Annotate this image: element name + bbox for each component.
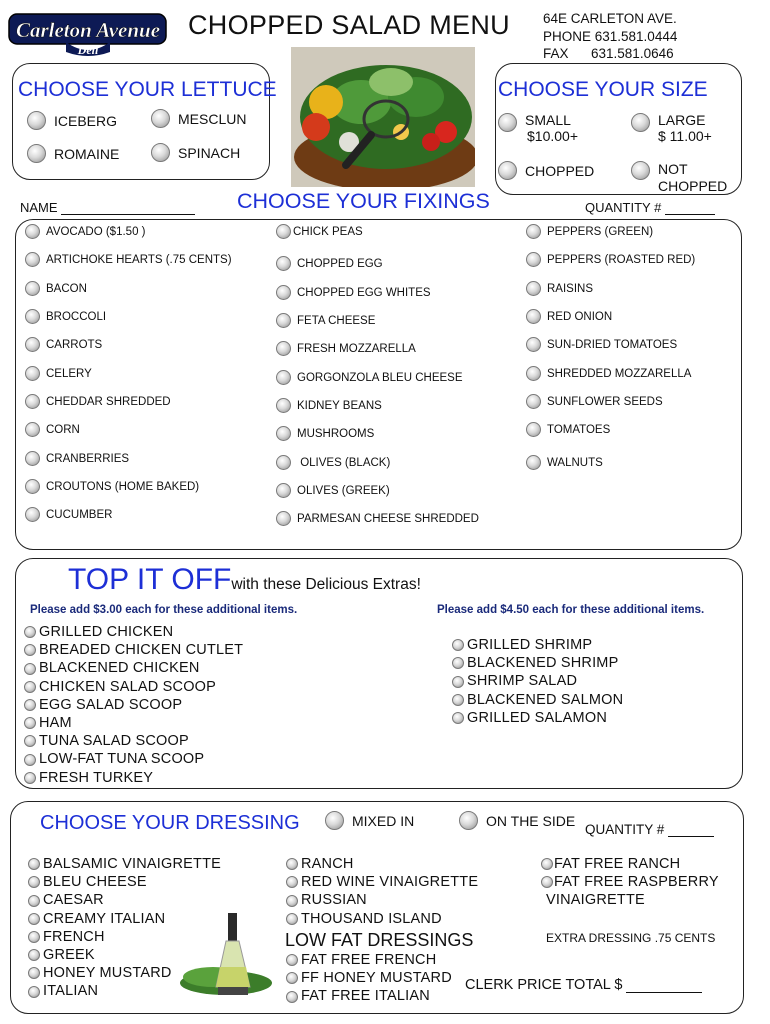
topoff-grilled-shrimp[interactable]: GRILLED SHRIMP: [452, 636, 623, 654]
dressing-on-the-side[interactable]: ON THE SIDE: [459, 811, 575, 830]
topoff-heading: TOP IT OFF: [68, 563, 232, 596]
dressing-creamy-italian[interactable]: CREAMY ITALIAN: [28, 910, 221, 928]
fixing-mushrooms[interactable]: MUSHROOMS: [276, 426, 374, 441]
fax: FAX 631.581.0646: [543, 46, 674, 61]
topoff-breaded-chicken[interactable]: BREADED CHICKEN CUTLET: [24, 641, 243, 659]
radio-button-icon[interactable]: [286, 913, 298, 925]
radio-button-icon[interactable]: [25, 337, 40, 352]
radio-button-icon[interactable]: [452, 639, 464, 651]
radio-button-icon[interactable]: [286, 858, 298, 870]
topoff-fresh-turkey[interactable]: FRESH TURKEY: [24, 769, 243, 787]
radio-button-icon[interactable]: [276, 341, 291, 356]
dressing-balsamic[interactable]: BALSAMIC VINAIGRETTE: [28, 855, 221, 873]
radio-button-icon[interactable]: [25, 224, 40, 239]
radio-button-icon[interactable]: [28, 931, 40, 943]
fixing-celery[interactable]: CELERY: [25, 366, 92, 381]
fixing-feta[interactable]: FETA CHEESE: [276, 313, 375, 328]
dressing-ff-raspberry[interactable]: FAT FREE RASPBERRY: [541, 873, 719, 891]
dressing-ff-raspberry-line2: VINAIGRETTE: [546, 892, 645, 909]
radio-button-icon[interactable]: [25, 394, 40, 409]
name-field[interactable]: [20, 200, 195, 215]
fixing-broccoli[interactable]: BROCCOLI: [25, 309, 106, 324]
radio-button-icon[interactable]: [498, 161, 517, 180]
radio-button-icon[interactable]: [526, 455, 541, 470]
radio-button-icon[interactable]: [276, 398, 291, 413]
dressing-red-wine[interactable]: RED WINE VINAIGRETTE: [286, 873, 478, 891]
radio-button-icon[interactable]: [526, 224, 541, 239]
address: 64E CARLETON AVE.: [543, 11, 677, 26]
fixing-cucumber[interactable]: CUCUMBER: [25, 507, 112, 522]
radio-button-icon[interactable]: [27, 144, 46, 163]
radio-button-icon[interactable]: [25, 422, 40, 437]
quantity-label: QUANTITY #: [585, 200, 662, 215]
lettuce-option-romaine[interactable]: ROMAINE: [27, 144, 119, 163]
fixing-raisins[interactable]: RAISINS: [526, 281, 593, 296]
radio-button-icon[interactable]: [24, 717, 36, 729]
topoff-blackened-shrimp[interactable]: BLACKENED SHRIMP: [452, 654, 623, 672]
topoff-low-fat-tuna[interactable]: LOW-FAT TUNA SCOOP: [24, 750, 243, 768]
fixing-sun-dried-tomatoes[interactable]: SUN-DRIED TOMATOES: [526, 337, 677, 352]
radio-button-icon[interactable]: [526, 337, 541, 352]
radio-button-icon[interactable]: [452, 676, 464, 688]
fixing-chopped-egg[interactable]: CHOPPED EGG: [276, 256, 383, 271]
radio-button-icon[interactable]: [526, 394, 541, 409]
radio-button-icon[interactable]: [276, 483, 291, 498]
fixing-parmesan[interactable]: PARMESAN CHEESE SHREDDED: [276, 511, 479, 526]
radio-button-icon[interactable]: [631, 113, 650, 132]
topoff-list-left: [24, 623, 243, 787]
radio-button-icon[interactable]: [459, 811, 478, 830]
radio-button-icon[interactable]: [276, 224, 291, 239]
size-large-label: LARGE: [658, 112, 706, 128]
radio-button-icon[interactable]: [286, 895, 298, 907]
topoff-blackened-salmon[interactable]: BLACKENED SALMON: [452, 691, 623, 709]
svg-text:Carleton Avenue: Carleton Avenue: [15, 18, 161, 42]
fixings-heading: CHOOSE YOUR FIXINGS: [237, 189, 490, 213]
size-large-price: $ 11.00+: [658, 128, 712, 144]
radio-button-icon[interactable]: [526, 281, 541, 296]
fixing-artichoke[interactable]: ARTICHOKE HEARTS (.75 CENTS): [25, 252, 232, 267]
svg-text:Deli: Deli: [77, 43, 99, 57]
clerk-total-field[interactable]: [465, 977, 702, 993]
fixing-olives-greek[interactable]: OLIVES (GREEK): [276, 483, 390, 498]
dressing-low-fat-list: [286, 951, 452, 1006]
page-title: CHOPPED SALAD MENU: [188, 10, 510, 40]
dressing-quantity-field[interactable]: [585, 822, 714, 837]
radio-button-icon[interactable]: [25, 507, 40, 522]
dressing-bleu-cheese[interactable]: BLEU CHEESE: [28, 873, 221, 891]
topoff-grilled-chicken[interactable]: GRILLED CHICKEN: [24, 623, 243, 641]
size-option-small[interactable]: [498, 112, 578, 144]
radio-button-icon[interactable]: [25, 309, 40, 324]
dressing-mixed-in[interactable]: MIXED IN: [325, 811, 414, 830]
radio-button-icon[interactable]: [541, 858, 553, 870]
fixing-shredded-mozzarella[interactable]: SHREDDED MOZZARELLA: [526, 366, 691, 381]
topoff-subheading: with these Delicious Extras!: [231, 576, 421, 593]
radio-button-icon[interactable]: [631, 161, 650, 180]
dressing-caesar[interactable]: CAESAR: [28, 891, 221, 909]
size-option-chopped[interactable]: CHOPPED: [498, 161, 594, 180]
dressing-thousand-island[interactable]: THOUSAND ISLAND: [286, 910, 478, 928]
radio-button-icon[interactable]: [151, 109, 170, 128]
topoff-note-left: Please add $3.00 each for these additional items.: [30, 604, 298, 616]
topoff-tuna-salad[interactable]: TUNA SALAD SCOOP: [24, 732, 243, 750]
radio-button-icon[interactable]: [276, 256, 291, 271]
lettuce-option-spinach[interactable]: SPINACH: [151, 143, 240, 162]
fixing-cheddar[interactable]: CHEDDAR SHREDDED: [25, 394, 171, 409]
size-small-label: SMALL: [525, 112, 571, 128]
topoff-egg-salad[interactable]: EGG SALAD SCOOP: [24, 696, 243, 714]
deli-logo-icon: [8, 8, 168, 58]
deli-logo: [8, 8, 168, 58]
radio-button-icon[interactable]: [526, 309, 541, 324]
dressing-italian[interactable]: ITALIAN: [28, 982, 221, 1000]
radio-button-icon[interactable]: [27, 111, 46, 130]
fixing-bacon[interactable]: BACON: [25, 281, 87, 296]
topoff-chicken-salad[interactable]: CHICKEN SALAD SCOOP: [24, 678, 243, 696]
quantity-input-line[interactable]: [665, 202, 715, 215]
radio-button-icon[interactable]: [28, 986, 40, 998]
radio-button-icon[interactable]: [498, 113, 517, 132]
topoff-note-right: Please add $4.50 each for these additional items.: [437, 604, 705, 616]
radio-button-icon[interactable]: [24, 681, 36, 693]
radio-button-icon[interactable]: [526, 366, 541, 381]
size-heading: CHOOSE YOUR SIZE: [498, 78, 708, 101]
radio-button-icon[interactable]: [25, 281, 40, 296]
radio-button-icon[interactable]: [24, 754, 36, 766]
radio-button-icon[interactable]: [276, 370, 291, 385]
dressing-ff-french[interactable]: FAT FREE FRENCH: [286, 951, 452, 969]
fixing-carrots[interactable]: CARROTS: [25, 337, 102, 352]
radio-button-icon[interactable]: [452, 712, 464, 724]
lettuce-heading: CHOOSE YOUR LETTUCE: [18, 78, 277, 101]
radio-button-icon[interactable]: [25, 451, 40, 466]
radio-button-icon[interactable]: [24, 644, 36, 656]
topoff-heading-row: [68, 563, 421, 597]
radio-button-icon[interactable]: [28, 913, 40, 925]
radio-button-icon[interactable]: [25, 366, 40, 381]
quantity-input-line[interactable]: [668, 824, 714, 837]
fixing-avocado[interactable]: AVOCADO ($1.50 ): [25, 224, 146, 239]
size-small-price: $10.00+: [527, 128, 578, 144]
radio-button-icon[interactable]: [452, 694, 464, 706]
topoff-ham[interactable]: HAM: [24, 714, 243, 732]
address-block: [543, 10, 677, 63]
fixing-tomatoes[interactable]: TOMATOES: [526, 422, 610, 437]
low-fat-heading: LOW FAT DRESSINGS: [285, 930, 474, 950]
name-input-line[interactable]: [61, 202, 195, 215]
radio-button-icon[interactable]: [325, 811, 344, 830]
topoff-shrimp-salad[interactable]: SHRIMP SALAD: [452, 672, 623, 690]
fixing-sunflower-seeds[interactable]: SUNFLOWER SEEDS: [526, 394, 663, 409]
radio-button-icon[interactable]: [25, 252, 40, 267]
lettuce-option-mesclun[interactable]: MESCLUN: [151, 109, 246, 128]
fixing-kidney-beans[interactable]: KIDNEY BEANS: [276, 398, 382, 413]
dressing-heading: CHOOSE YOUR DRESSING: [40, 812, 300, 834]
radio-button-icon[interactable]: [28, 949, 40, 961]
dressing-honey-mustard[interactable]: HONEY MUSTARD: [28, 964, 221, 982]
radio-button-icon[interactable]: [151, 143, 170, 162]
topoff-blackened-chicken[interactable]: BLACKENED CHICKEN: [24, 659, 243, 677]
clerk-total-label: CLERK PRICE TOTAL $: [465, 977, 623, 993]
dressing-french[interactable]: FRENCH: [28, 928, 221, 946]
fixing-croutons[interactable]: CROUTONS (HOME BAKED): [25, 479, 199, 494]
fixing-olives-black[interactable]: OLIVES (BLACK): [276, 455, 390, 470]
dressing-ff-ranch[interactable]: FAT FREE RANCH: [541, 855, 719, 873]
topoff-list-right: [452, 636, 623, 727]
extra-dressing-note: EXTRA DRESSING .75 CENTS: [546, 931, 716, 945]
size-option-not-chopped[interactable]: NOT CHOPPED: [631, 161, 727, 195]
radio-button-icon[interactable]: [276, 426, 291, 441]
dressing-russian[interactable]: RUSSIAN: [286, 891, 478, 909]
dressing-ranch[interactable]: RANCH: [286, 855, 478, 873]
size-option-large[interactable]: [631, 112, 712, 144]
radio-button-icon[interactable]: [24, 663, 36, 675]
dressing-bottle-image: [178, 905, 283, 1000]
dressing-greek[interactable]: GREEK: [28, 946, 221, 964]
radio-button-icon[interactable]: [28, 876, 40, 888]
radio-button-icon[interactable]: [276, 313, 291, 328]
radio-button-icon[interactable]: [286, 991, 298, 1003]
dressing-list-3: [541, 855, 719, 910]
radio-button-icon[interactable]: [24, 626, 36, 638]
radio-button-icon[interactable]: [28, 895, 40, 907]
fixings-quantity-field[interactable]: [585, 200, 715, 215]
radio-button-icon[interactable]: [25, 479, 40, 494]
fixing-chick-peas[interactable]: CHICK PEAS: [276, 224, 363, 239]
clerk-total-line[interactable]: [626, 980, 702, 993]
radio-button-icon[interactable]: [24, 772, 36, 784]
quantity-label: QUANTITY #: [585, 822, 665, 837]
lettuce-option-iceberg[interactable]: ICEBERG: [27, 111, 117, 130]
radio-button-icon[interactable]: [28, 858, 40, 870]
phone: PHONE 631.581.0444: [543, 28, 678, 44]
fixing-peppers-green[interactable]: PEPPERS (GREEN): [526, 224, 653, 239]
fixing-egg-whites[interactable]: CHOPPED EGG WHITES: [276, 285, 431, 300]
radio-button-icon[interactable]: [526, 252, 541, 267]
radio-button-icon[interactable]: [276, 285, 291, 300]
radio-button-icon[interactable]: [28, 967, 40, 979]
radio-button-icon[interactable]: [286, 954, 298, 966]
fixing-peppers-roasted[interactable]: PEPPERS (ROASTED RED): [526, 252, 695, 267]
fixing-gorgonzola[interactable]: GORGONZOLA BLEU CHEESE: [276, 370, 463, 385]
radio-button-icon[interactable]: [286, 972, 298, 984]
radio-button-icon[interactable]: [286, 876, 298, 888]
radio-button-icon[interactable]: [541, 876, 553, 888]
radio-button-icon[interactable]: [24, 735, 36, 747]
fixing-cranberries[interactable]: CRANBERRIES: [25, 451, 129, 466]
radio-button-icon[interactable]: [526, 422, 541, 437]
salad-bowl-image: [291, 47, 475, 187]
dressing-ff-italian[interactable]: FAT FREE ITALIAN: [286, 987, 452, 1005]
dressing-ff-honey-mustard[interactable]: FF HONEY MUSTARD: [286, 969, 452, 987]
fixing-corn[interactable]: CORN: [25, 422, 80, 437]
radio-button-icon[interactable]: [276, 511, 291, 526]
fixing-walnuts[interactable]: WALNUTS: [526, 455, 603, 470]
fixing-red-onion[interactable]: RED ONION: [526, 309, 612, 324]
name-label: NAME: [20, 200, 58, 215]
fixing-fresh-mozzarella[interactable]: FRESH MOZZARELLA: [276, 341, 416, 356]
radio-button-icon[interactable]: [24, 699, 36, 711]
dressing-list-2: [286, 855, 478, 928]
topoff-grilled-salamon[interactable]: GRILLED SALAMON: [452, 709, 623, 727]
radio-button-icon[interactable]: [276, 455, 291, 470]
radio-button-icon[interactable]: [452, 657, 464, 669]
